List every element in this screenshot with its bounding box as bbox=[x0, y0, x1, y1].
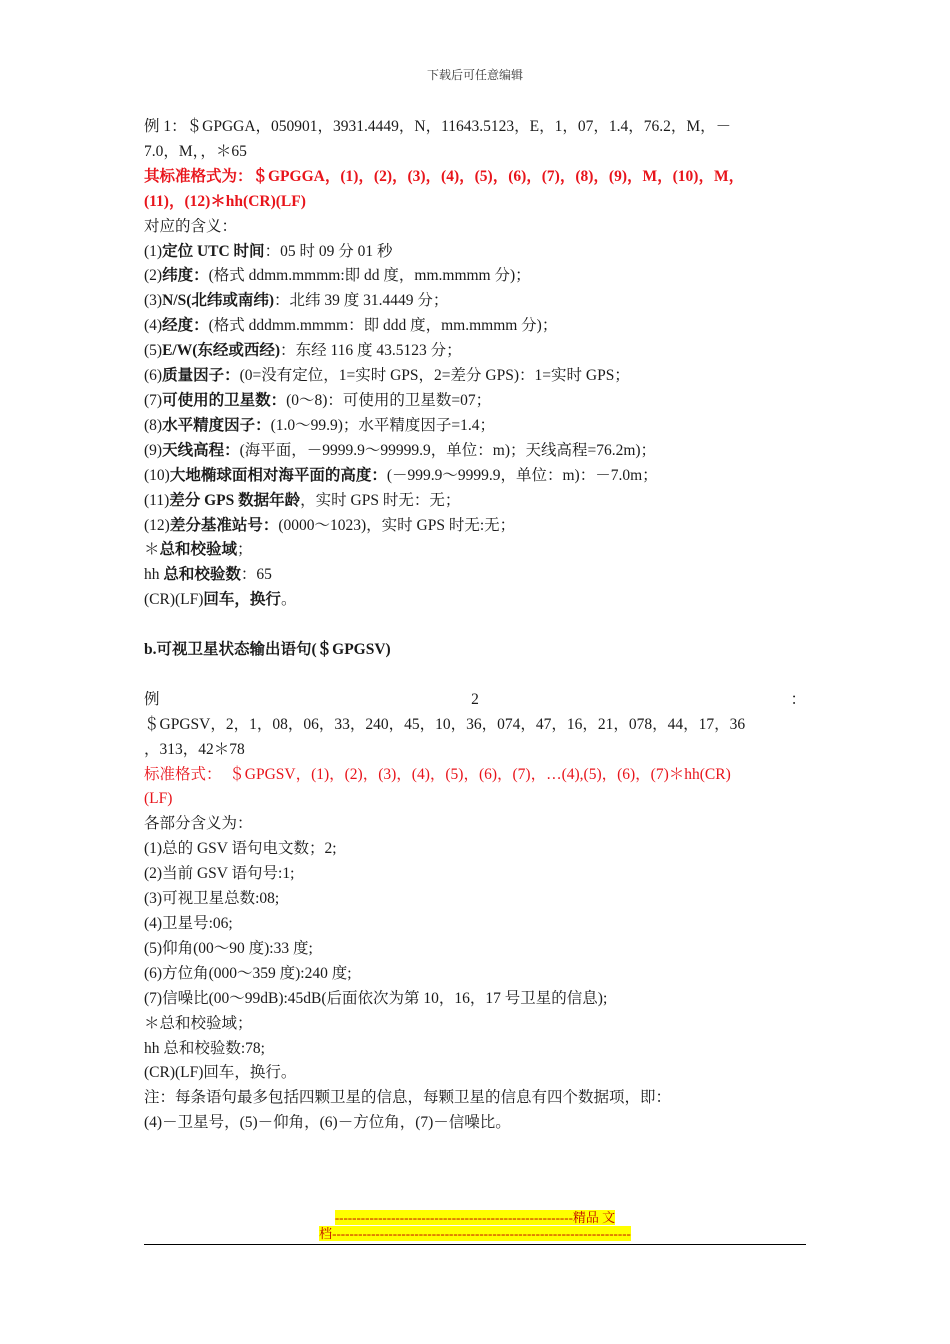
gsv-meaning-title: 各部分含义为： bbox=[144, 815, 253, 833]
gsv-item-6: (6)方位角(000～359 度):240 度; bbox=[144, 964, 352, 982]
gsv-item-7: (7)信噪比(00～99dB):45dB(后面依次为第 10，16，17 号卫星的信息); bbox=[144, 989, 608, 1007]
gga-format-line-1: 其标准格式为：＄GPGGA，(1)，(2)，(3)，(4)，(5)，(6)，(7)，(8)，(9)，M，(10)，M， bbox=[144, 167, 745, 185]
gga-item-3: (3)N/S(北纬或南纬)：北纬 39 度 31.4449 分； bbox=[144, 292, 449, 310]
gga-item-6: (6)质量因子：(0=没有定位，1=实时 GPS，2=差分 GPS)：1=实时 GPS； bbox=[144, 367, 630, 385]
gsv-crlf: (CR)(LF)回车，换行。 bbox=[144, 1064, 297, 1082]
gga-item-2: (2)纬度：(格式 ddmm.mmmm:即 dd 度，mm.mmmm 分)； bbox=[144, 267, 531, 285]
gga-item-12: (12)差分基准站号：(0000～1023)，实时 GPS 时无:无； bbox=[144, 516, 516, 534]
gsv-format-line-1: 标准格式： ＄GPGSV，(1)，(2)，(3)，(4)，(5)，(6)，(7)，…(4),(5)，(6)，(7)＊hh(CR) bbox=[144, 765, 731, 783]
gga-item-5: (5)E/W(东经或西经)：东经 116 度 43.5123 分； bbox=[144, 342, 462, 360]
footer-divider bbox=[144, 1244, 806, 1245]
gga-meaning-title: 对应的含义： bbox=[144, 217, 238, 235]
gsv-item-2: (2)当前 GSV 语句号:1; bbox=[144, 865, 295, 883]
page-header: 下载后可任意编辑 bbox=[426, 68, 523, 82]
gga-item-11: (11)差分 GPS 数据年龄，实时 GPS 时无：无； bbox=[144, 491, 461, 509]
gsv-format-line-2: (LF) bbox=[144, 790, 173, 808]
gsv-item-3: (3)可视卫星总数:08; bbox=[144, 890, 280, 908]
gga-checksum-value: hh 总和校验数：65 bbox=[144, 566, 272, 584]
gga-checksum-field: ＊总和校验域； bbox=[144, 541, 253, 559]
gsv-item-4: (4)卫星号:06; bbox=[144, 914, 233, 932]
footer-line-2: 档--------------------------------------------------------------------- bbox=[319, 1226, 631, 1241]
gga-example-line-1: 例 1：＄GPGGA，050901，3931.4449，N，11643.5123，E，1，07，1.4，76.2，M，－ bbox=[144, 118, 732, 135]
gga-example-line-2: 7.0，M，，＊65 bbox=[144, 142, 247, 160]
gsv-checksum-field: ＊总和校验域； bbox=[144, 1014, 253, 1032]
gsv-section-title: b.可视卫星状态输出语句(＄GPGSV) bbox=[144, 641, 391, 659]
gsv-note-detail: (4)－卫星号，(5)－仰角，(6)－方位角，(7)－信噪比。 bbox=[144, 1114, 511, 1132]
gga-item-8: (8)水平精度因子：(1.0～99.9)；水平精度因子=1.4； bbox=[144, 416, 496, 434]
gga-item-4: (4)经度：(格式 dddmm.mmmm：即 ddd 度，mm.mmmm 分)； bbox=[144, 317, 558, 335]
footer-line-1: -------------------------------------------------------精品 文 bbox=[334, 1210, 616, 1225]
gga-item-9: (9)天线高程：(海平面，－9999.9～99999.9，单位：m)；天线高程=76.2m)； bbox=[144, 441, 657, 459]
gsv-example-heading: 例 2 ： bbox=[144, 690, 806, 708]
gga-item-10: (10)大地椭球面相对海平面的高度：(－999.9～9999.9，单位：m)：－7.0m； bbox=[144, 466, 658, 484]
document-body bbox=[144, 115, 806, 1136]
gsv-note: 注：每条语句最多包括四颗卫星的信息，每颗卫星的信息有四个数据项，即： bbox=[144, 1089, 672, 1107]
gsv-checksum-value: hh 总和校验数:78; bbox=[144, 1039, 265, 1057]
gga-crlf: (CR)(LF)回车，换行。 bbox=[144, 591, 297, 609]
gsv-item-5: (5)仰角(00～90 度):33 度; bbox=[144, 939, 313, 957]
gsv-example-line-2: ＄GPGSV，2，1，08，06，33，240，45，10，36，074，47，16，21，078，44，17，36 bbox=[144, 715, 746, 733]
gga-item-1: (1)定位 UTC 时间：05 时 09 分 01 秒 bbox=[144, 242, 393, 260]
gga-format-line-2: (11)，(12)＊hh(CR)(LF) bbox=[144, 192, 306, 210]
page-footer bbox=[144, 1210, 806, 1242]
gga-item-7: (7)可使用的卫星数：(0～8)：可使用的卫星数=07； bbox=[144, 391, 492, 409]
gsv-item-1: (1)总的 GSV 语句电文数；2; bbox=[144, 840, 337, 858]
gsv-example-line-3: ，313，42＊78 bbox=[144, 740, 245, 758]
